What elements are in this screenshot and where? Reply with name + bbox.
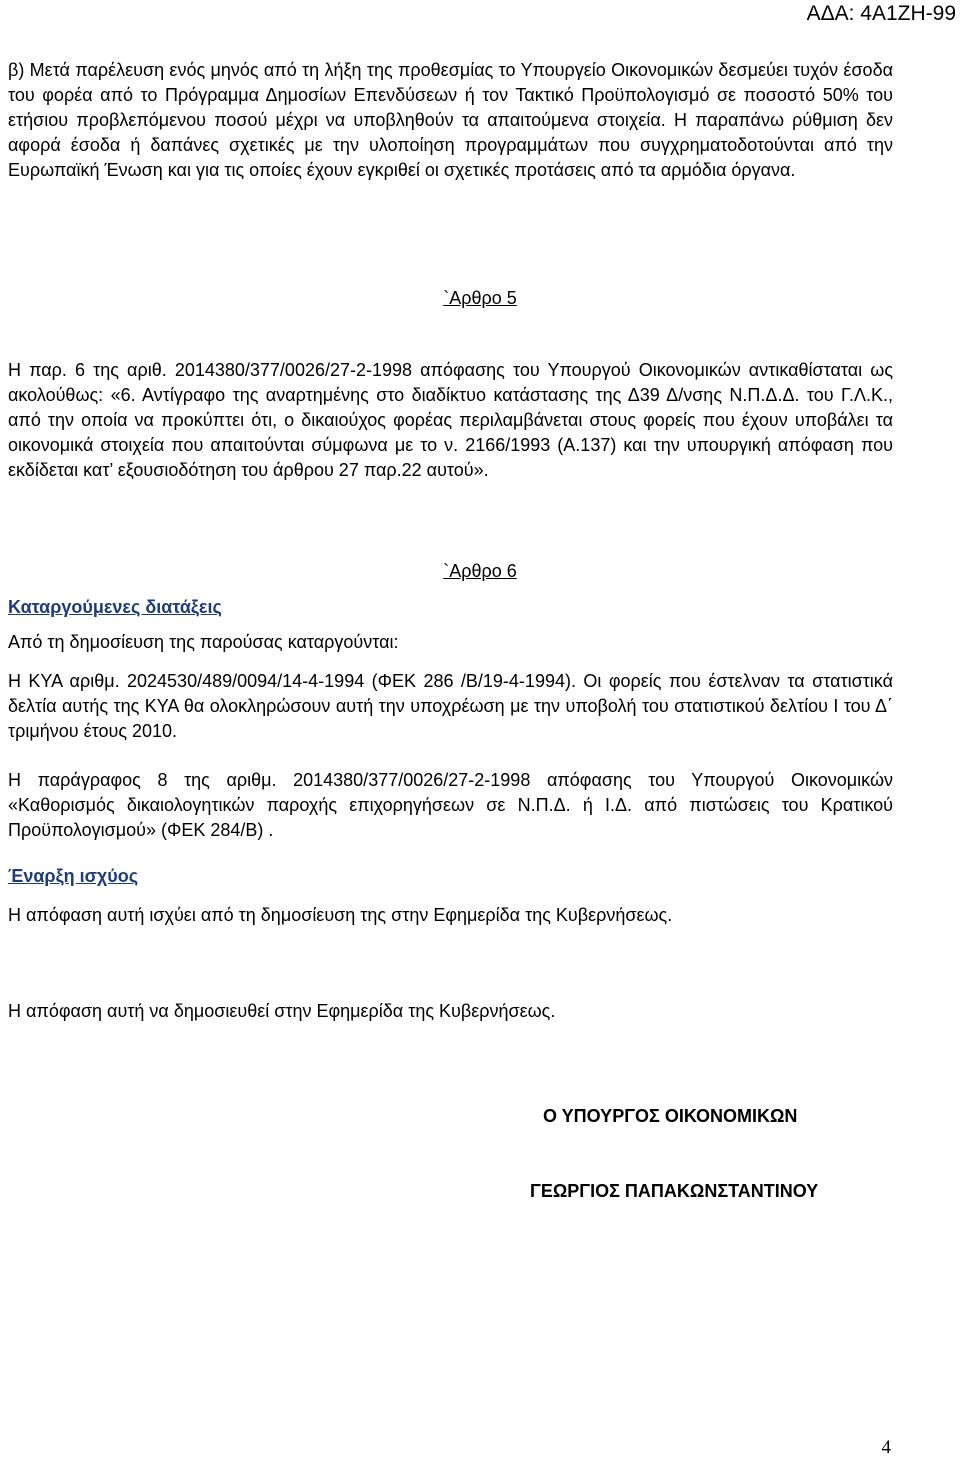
repealed-provisions-heading: Καταργούμενες διατάξεις — [8, 597, 222, 617]
article-6-title-text: `Αρθρο 6 — [443, 561, 517, 581]
publication-text: Η απόφαση αυτή να δημοσιευθεί στην Εφημερίδα της Κυβερνήσεως. — [8, 1001, 556, 1021]
enforcement-heading: Έναρξη ισχύος — [8, 866, 139, 886]
repeal-item-2: Η παράγραφος 8 της αριθμ. 2014380/377/0026/27-2-1998 απόφασης του Υπουργού Οικονομικών «Καθορισμός δικαιολογητικών παροχής επιχορηγήσεων σε Ν.Π.Δ. ή Ι.Δ. από πιστώσεις του Κρατικού Προϋπολογισμού» (ΦΕΚ 284/Β) . — [8, 770, 893, 840]
repeal-intro: Από τη δημοσίευση της παρούσας καταργούνται: — [8, 632, 399, 652]
document-id: ΑΔΑ: 4Α1ΖΗ-99 — [806, 2, 956, 25]
page-number: 4 — [881, 1437, 891, 1458]
enforcement-text: Η απόφαση αυτή ισχύει από τη δημοσίευση της στην Εφημερίδα της Κυβερνήσεως. — [8, 905, 673, 925]
article-5-text: Η παρ. 6 της αριθ. 2014380/377/0026/27-2-1998 απόφασης του Υπουργού Οικονομικών αντικαθίσταται ως ακολούθως: «6. Αντίγραφο της αναρτημένης στο διαδίκτυο κατάστασης της Δ39 Δ/νσης Ν.Π.Δ.Δ. του Γ.Λ.Κ., από την οποία να προκύπτει ότι, ο δικαιούχος φορέας περιλαμβάνεται στους φορείς που έχουν υποβάλει τα οικονομικά στοιχεία που απαιτούνται σύμφωνα με το ν. 2166/1993 (Α.137) και την υπουργική απόφαση που εκδίδεται κατ’ εξουσιοδότηση του άρθρου 27 παρ.22 αυτού». — [8, 360, 893, 480]
article-6-title — [0, 561, 960, 582]
article-5-title-text: `Αρθρο 5 — [443, 288, 517, 308]
signature-role: Ο ΥΠΟΥΡΓΟΣ ΟΙΚΟΝΟΜΙΚΩΝ — [543, 1106, 798, 1126]
paragraph-b: β) Μετά παρέλευση ενός μηνός από τη λήξη της προθεσμίας το Υπουργείο Οικονομικών δεσμεύει τυχόν έσοδα του φορέα από το Πρόγραμμα Δημοσίων Επενδύσεων ή τον Τακτικό Προϋπολογισμό σε ποσοστό 50% του ετήσιου προβλεπόμενου ποσού μέχρι να υποβληθούν τα απαιτούμενα στοιχεία. Η παραπάνω ρύθμιση δεν αφορά έσοδα ή δαπάνες σχετικές με την υλοποίηση προγραμμάτων που συγχρηματοδοτούνται από την Ευρωπαϊκή Ένωση και για τις οποίες έχουν εγκριθεί οι σχετικές προτάσεις από τα αρμόδια όργανα. — [8, 60, 893, 180]
article-5-title — [0, 288, 960, 309]
repeal-item-1: Η ΚΥΑ αριθμ. 2024530/489/0094/14-4-1994 (ΦΕΚ 286 /Β/19-4-1994). Οι φορείς που έστελναν τα στατιστικά δελτία αυτής της ΚΥΑ θα ολοκληρώσουν αυτή την υποχρέωση με την υποβολή του στατιστικού δελτίου Ι του Δ΄ τριμήνου έτους 2010. — [8, 671, 893, 741]
signature-name: ΓΕΩΡΓΙΟΣ ΠΑΠΑΚΩΝΣΤΑΝΤΙΝΟΥ — [530, 1181, 819, 1201]
